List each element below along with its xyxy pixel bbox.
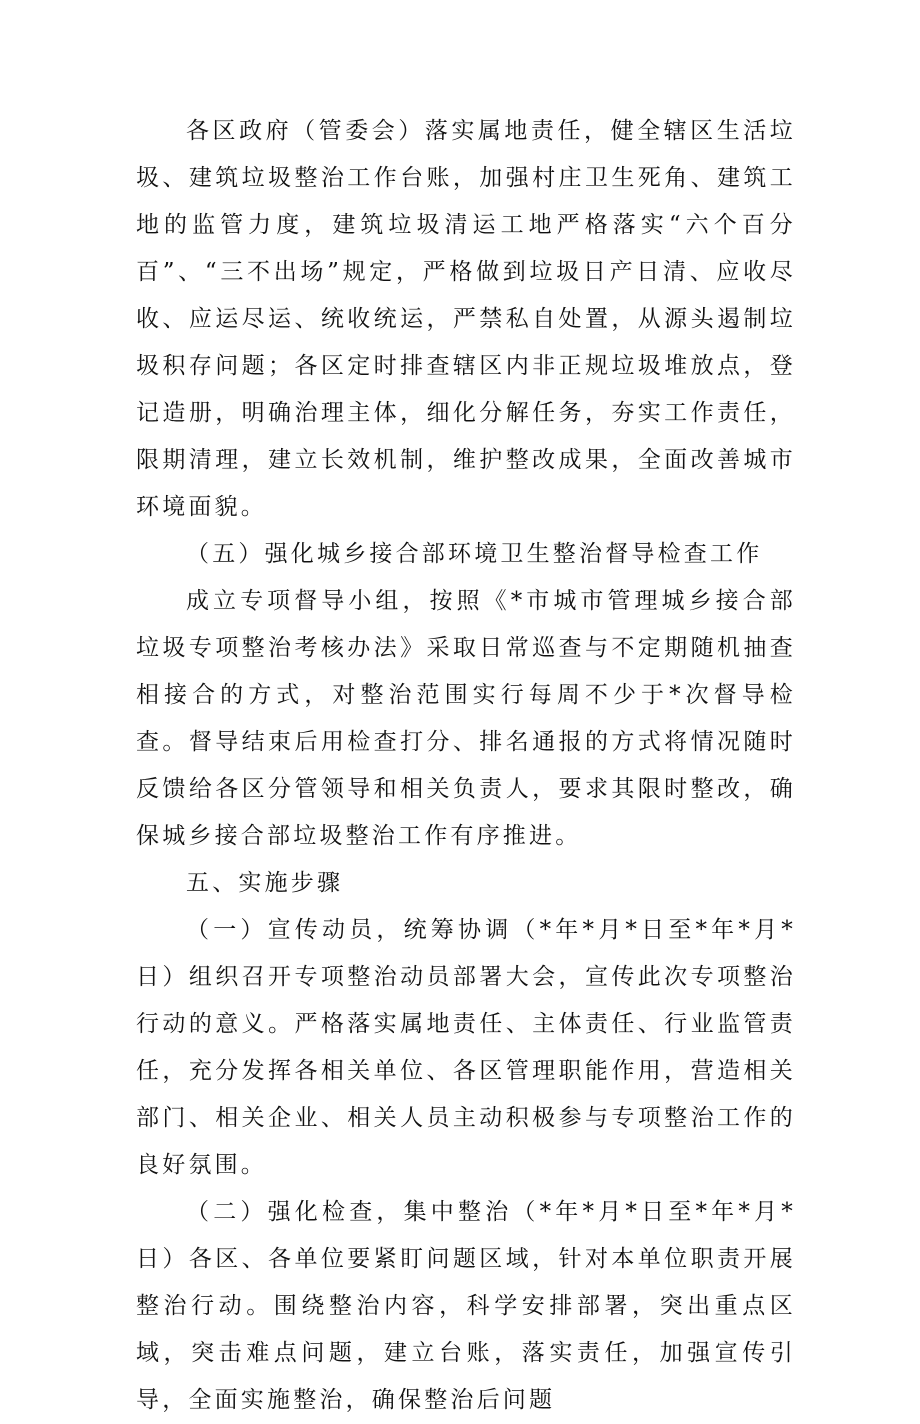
subheading-supervision: （五）强化城乡接合部环境卫生整治督导检查工作 xyxy=(186,541,763,567)
document-body xyxy=(136,108,796,1424)
paragraph-step-one-mobilization: （一）宣传动员，统筹协调（*年*月*日至*年*月*日）组织召开专项整治动员部署大会，宣传此次专项整治行动的意义。严格落实属地责任、主体责任、行业监管责任，充分发挥各相关单位、各区管理职能作用，营造相关部门、相关企业、相关人员主动积极参与专项整治工作的良好氛围。 xyxy=(136,917,796,1178)
paragraph-supervision-team: 成立专项督导小组，按照《*市城市管理城乡接合部垃圾专项整治考核办法》采取日常巡查与不定期随机抽查相接合的方式，对整治范围实行每周不少于*次督导检查。督导结束后用检查打分、排名通报的方式将情况随时反馈给各区分管领导和相关负责人，要求其限时整改，确保城乡接合部垃圾整治工作有序推进。 xyxy=(136,588,796,849)
paragraph-step-two-inspection: （二）强化检查，集中整治（*年*月*日至*年*月*日）各区、各单位要紧盯问题区域，针对本单位职责开展整治行动。围绕整治内容，科学安排部署，突出重点区域，突击难点问题，建立台账，落实责任，加强宣传引导，全面实施整治，确保整治后问题 xyxy=(136,1199,796,1413)
section-heading-implementation-steps: 五、实施步骤 xyxy=(186,870,344,896)
paragraph-district-responsibility: 各区政府（管委会）落实属地责任，健全辖区生活垃圾、建筑垃圾整治工作台账，加强村庄卫生死角、建筑工地的监管力度，建筑垃圾清运工地严格落实“六个百分百”、“三不出场”规定，严格做到垃圾日产日清、应收尽收、应运尽运、统收统运，严禁私自处置，从源头遏制垃圾积存问题；各区定时排查辖区内非正规垃圾堆放点，登记造册，明确治理主体，细化分解任务，夯实工作责任，限期清理，建立长效机制，维护整改成果，全面改善城市环境面貌。 xyxy=(136,118,796,520)
